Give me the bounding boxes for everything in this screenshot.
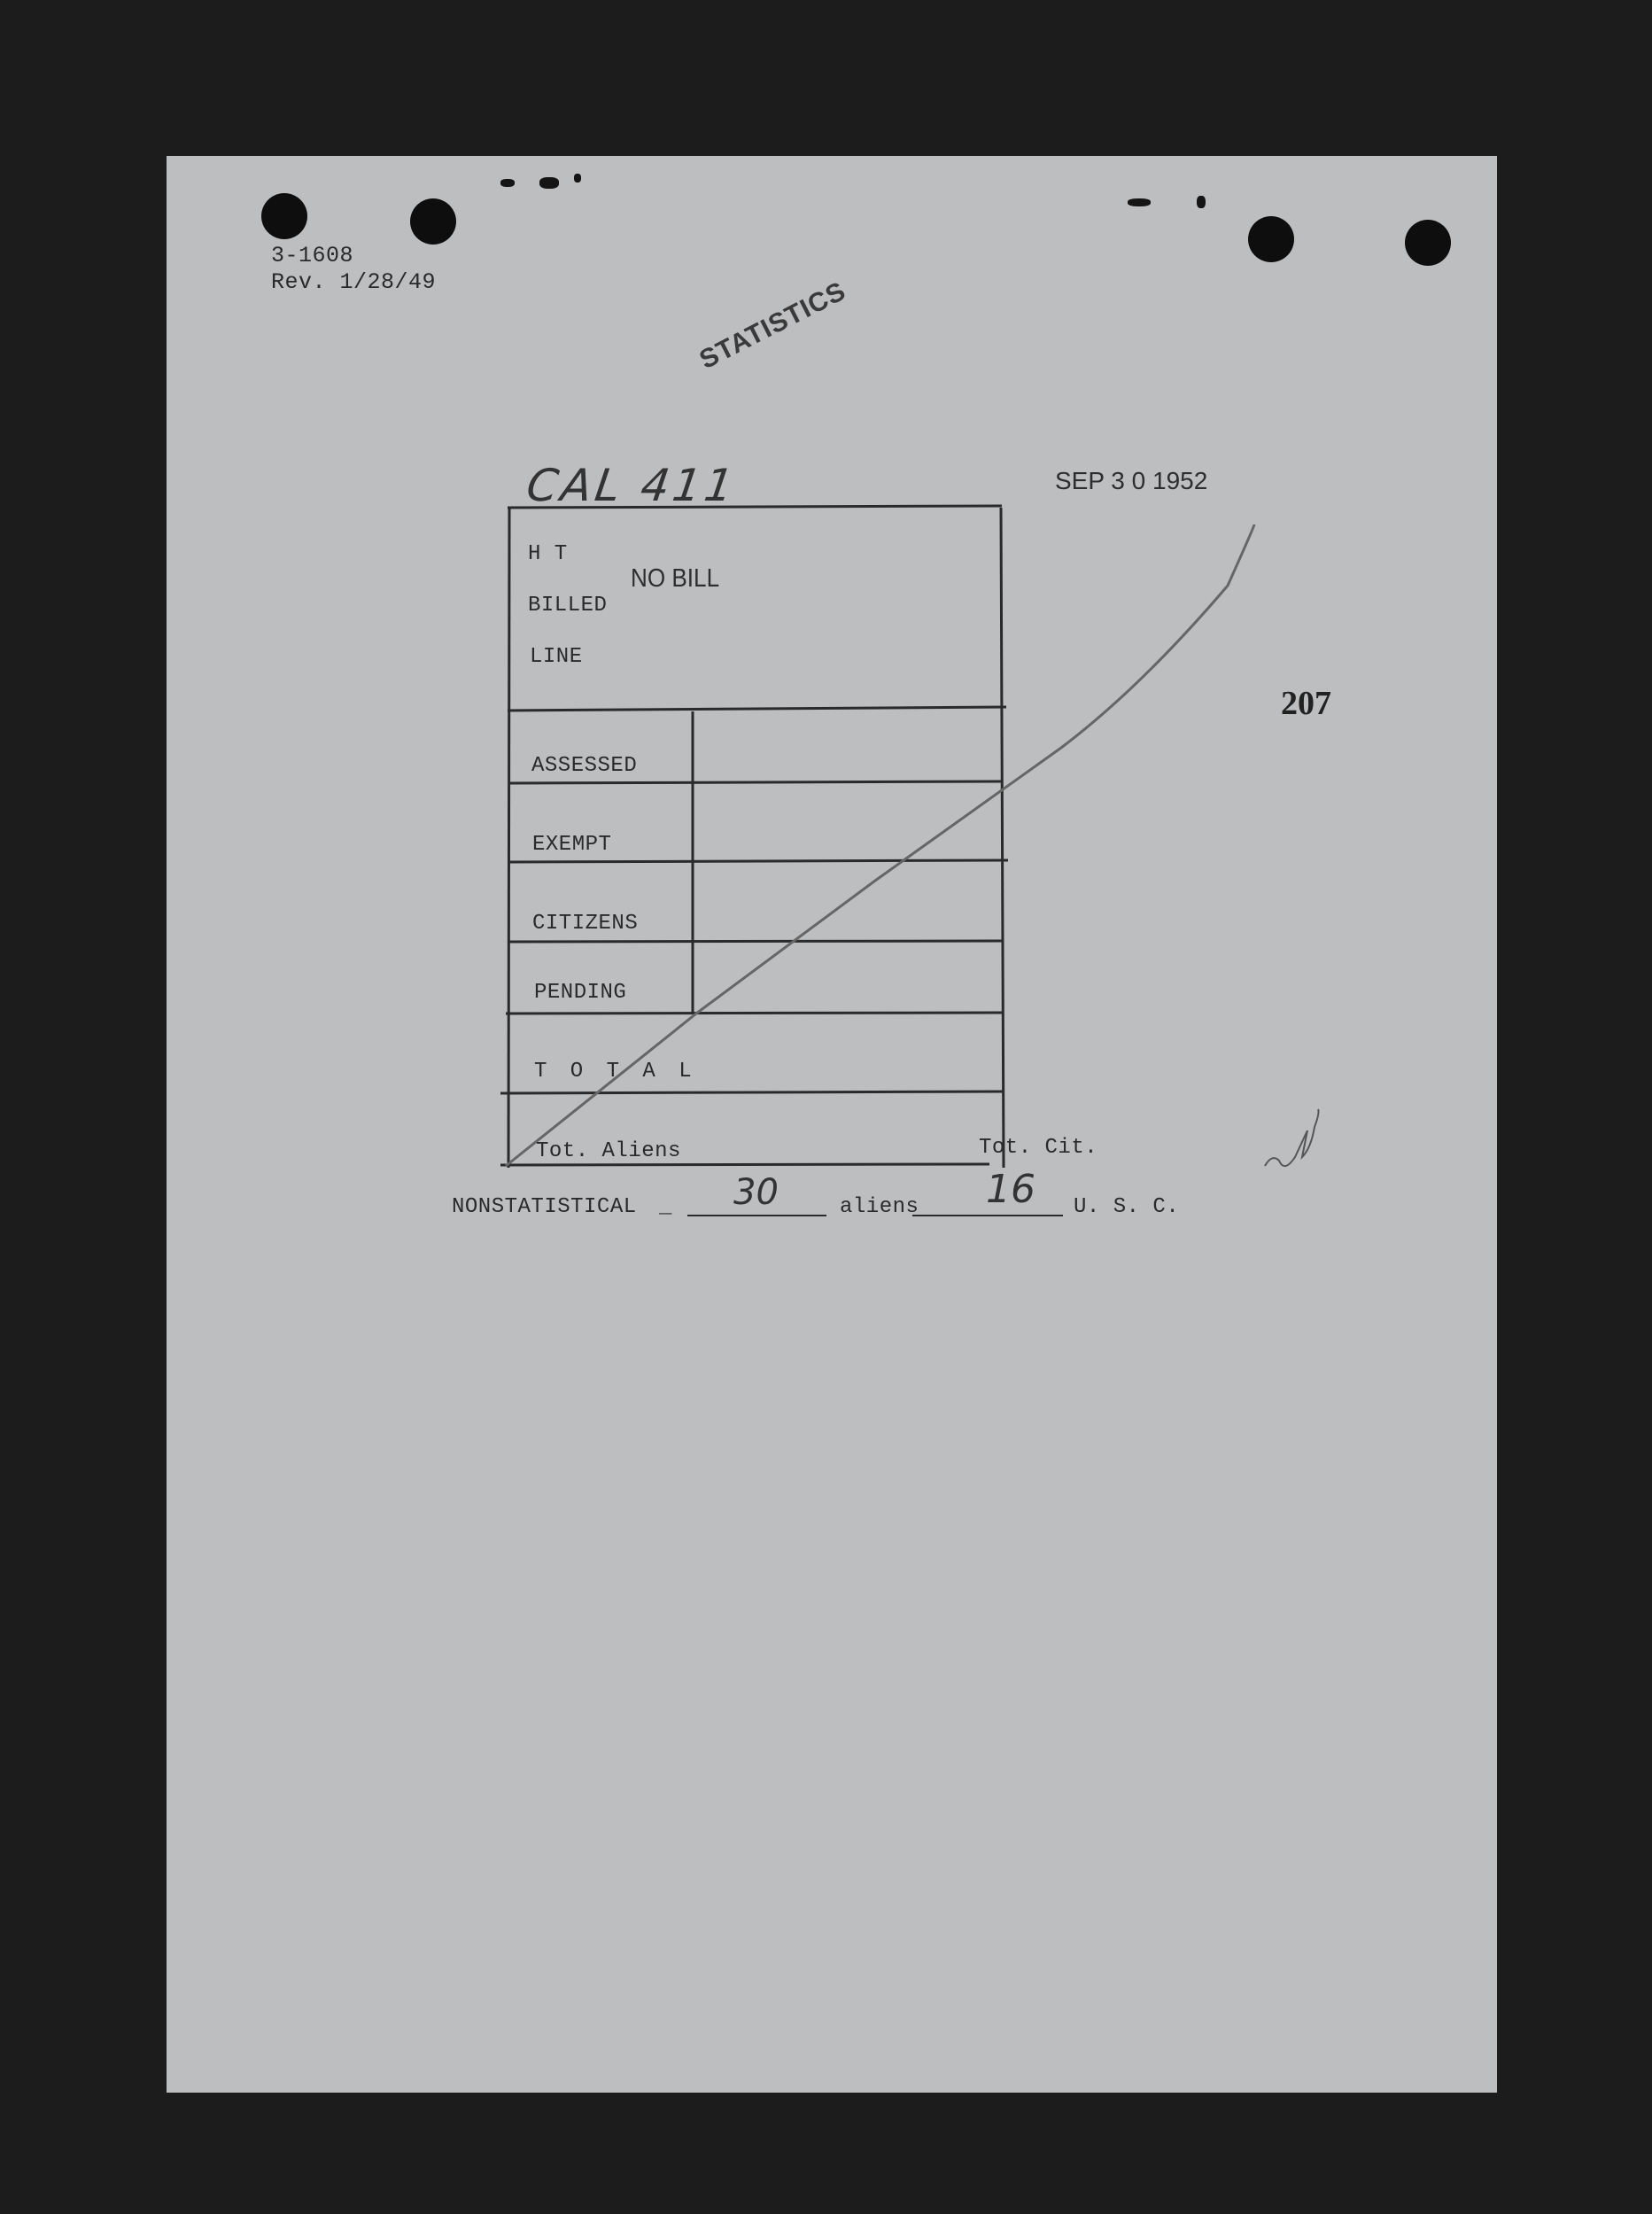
no-bill-stamp: NO BILL [631, 564, 720, 593]
grid-line [509, 860, 1008, 862]
row-label-assessed: ASSESSED [531, 754, 638, 778]
usc-count: 16 [986, 1167, 1035, 1212]
date-stamp: SEP 3 0 1952 [1055, 467, 1208, 494]
grid-line [508, 707, 1006, 711]
form-revision: Rev. 1/28/49 [271, 269, 437, 295]
row-label-exempt: EXEMPT [532, 833, 612, 857]
grid-line [509, 781, 1003, 783]
paper-sheet [167, 156, 1497, 2093]
row-label-pending: PENDING [534, 981, 627, 1005]
statistics-stamp: STATISTICS [694, 276, 851, 376]
header-label-line: LINE [530, 645, 583, 669]
initials-scribble [1265, 1109, 1319, 1166]
total-label: T O T A L [534, 1060, 697, 1084]
grid-line [500, 1091, 1004, 1093]
grid-line [508, 508, 509, 1168]
usc-label: U. S. C. [1074, 1195, 1180, 1219]
header-label-ht: H T [528, 542, 568, 566]
page-number: 207 [1281, 685, 1331, 722]
nonstatistical-dash: _ [659, 1195, 672, 1219]
aliens-count: 30 [733, 1172, 779, 1213]
grid-line [1001, 508, 1004, 1168]
form-grid [167, 156, 1497, 1308]
grid-line [506, 1013, 1003, 1014]
tot-aliens-label: Tot. Aliens [536, 1139, 681, 1163]
form-code: 3-1608 [271, 243, 354, 268]
grid-line [508, 506, 1002, 508]
row-label-citizens: CITIZENS [532, 912, 639, 936]
header-label-billed: BILLED [528, 594, 608, 618]
handwritten-code: CAL 411 [523, 460, 741, 511]
nonstatistical-label: NONSTATISTICAL [452, 1195, 637, 1219]
tot-cit-label: Tot. Cit. [979, 1136, 1098, 1160]
grid-line [500, 1164, 989, 1165]
aliens-label: aliens [840, 1195, 919, 1219]
grid-line [509, 941, 1003, 942]
